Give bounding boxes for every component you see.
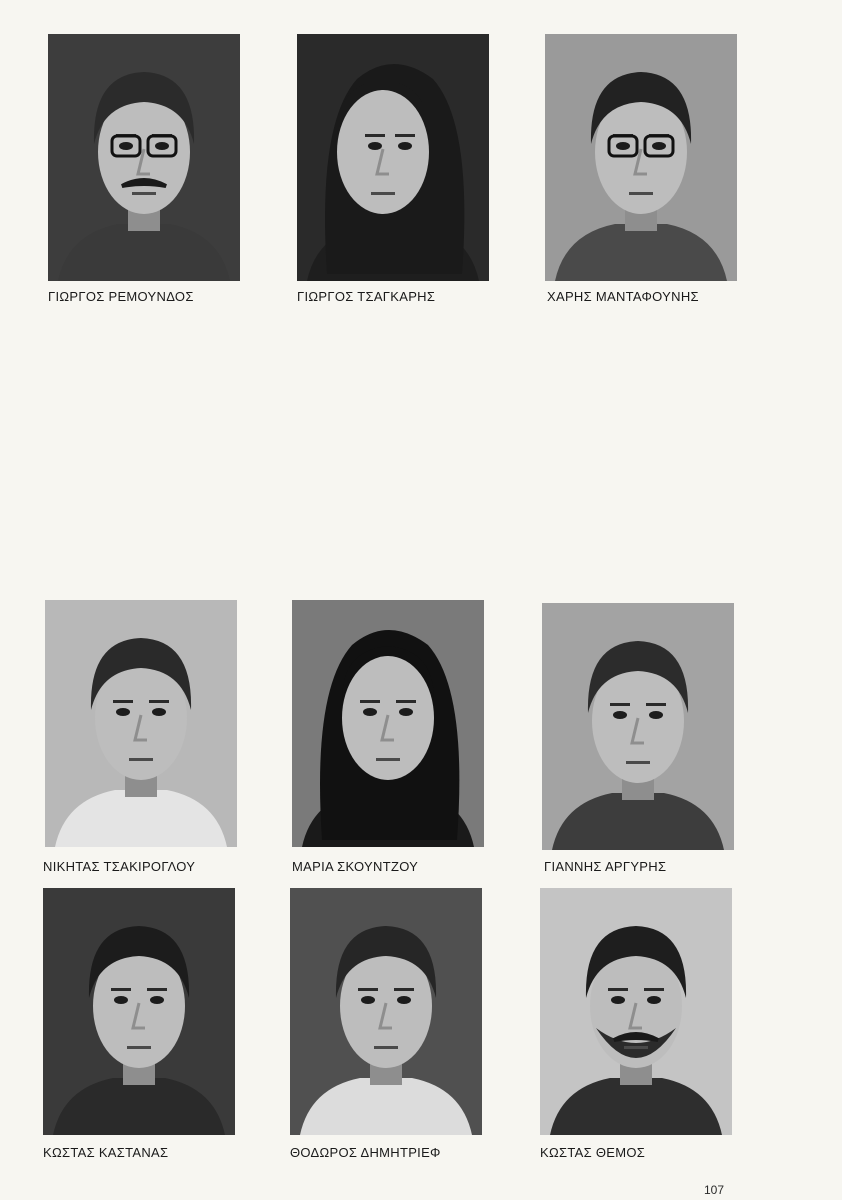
- portrait-photo-3: [545, 34, 737, 281]
- eyebrow-shape-1: [365, 134, 385, 137]
- eyebrow-shape-1: [360, 700, 380, 703]
- portrait-photo-6: [542, 603, 734, 850]
- mouth-shape: [371, 192, 395, 195]
- person-name-1: ΓΙΩΡΓΟΣ ΡΕΜΟΥΝΔΟΣ: [48, 289, 194, 304]
- man-portrait: [43, 888, 235, 1135]
- portrait-photo-9: [540, 888, 732, 1135]
- mouth-shape: [374, 1046, 398, 1049]
- eye-shape-1: [613, 711, 627, 719]
- man-profile-long-hair-portrait: [297, 34, 489, 281]
- eye-shape-1: [119, 142, 133, 150]
- mustache-shape: [122, 180, 166, 186]
- eye-shape-2: [397, 996, 411, 1004]
- man-portrait: [45, 600, 237, 847]
- eyebrow-shape-2: [149, 700, 169, 703]
- eyebrow-shape-1: [610, 703, 630, 706]
- page-number: 107: [704, 1183, 725, 1197]
- eye-shape-2: [399, 708, 413, 716]
- mouth-shape: [626, 761, 650, 764]
- eye-shape-1: [616, 142, 630, 150]
- eye-shape-1: [361, 996, 375, 1004]
- eye-shape-1: [114, 996, 128, 1004]
- portrait-photo-4: [45, 600, 237, 847]
- person-name-6: ΓΙΑΝΝΗΣ ΑΡΓΥΡΗΣ: [544, 859, 667, 874]
- eyebrow-shape-2: [646, 703, 666, 706]
- eyebrow-shape-2: [147, 988, 167, 991]
- eyebrow-shape-2: [396, 700, 416, 703]
- mouth-shape: [624, 1046, 648, 1049]
- eye-shape-1: [611, 996, 625, 1004]
- eyebrow-shape-2: [394, 988, 414, 991]
- person-name-7: ΚΩΣΤΑΣ ΚΑΣΤΑΝΑΣ: [43, 1145, 169, 1160]
- man-glasses-portrait: [545, 34, 737, 281]
- man-beard-portrait: [540, 888, 732, 1135]
- portrait-photo-8: [290, 888, 482, 1135]
- mouth-shape: [629, 192, 653, 195]
- eyebrow-shape-2: [644, 988, 664, 991]
- man-collared-shirt-portrait: [290, 888, 482, 1135]
- man-glasses-mustache-portrait: [48, 34, 240, 281]
- eyebrow-shape-1: [113, 700, 133, 703]
- eye-shape-2: [152, 708, 166, 716]
- eye-shape-2: [652, 142, 666, 150]
- man-patterned-shirt-portrait: [542, 603, 734, 850]
- mouth-shape: [376, 758, 400, 761]
- portrait-photo-1: [48, 34, 240, 281]
- eyebrow-shape-1: [358, 988, 378, 991]
- woman-long-hair-portrait: [292, 600, 484, 847]
- eye-shape-1: [368, 142, 382, 150]
- eye-shape-2: [647, 996, 661, 1004]
- mouth-shape: [127, 1046, 151, 1049]
- eye-shape-2: [155, 142, 169, 150]
- person-name-8: ΘΟΔΩΡΟΣ ΔΗΜΗΤΡΙΕΦ: [290, 1145, 441, 1160]
- person-name-9: ΚΩΣΤΑΣ ΘΕΜΟΣ: [540, 1145, 646, 1160]
- eyebrow-shape-2: [395, 134, 415, 137]
- person-name-4: ΝΙΚΗΤΑΣ ΤΣΑΚΙΡΟΓΛΟΥ: [43, 859, 196, 874]
- portrait-photo-5: [292, 600, 484, 847]
- mouth-shape: [132, 192, 156, 195]
- person-name-3: ΧΑΡΗΣ ΜΑΝΤΑΦΟΥΝΗΣ: [547, 289, 699, 304]
- person-name-2: ΓΙΩΡΓΟΣ ΤΣΑΓΚΑΡΗΣ: [297, 289, 436, 304]
- eye-shape-1: [116, 708, 130, 716]
- mouth-shape: [129, 758, 153, 761]
- eyebrow-shape-1: [111, 988, 131, 991]
- eye-shape-1: [363, 708, 377, 716]
- mustache-shape: [614, 1034, 658, 1040]
- person-name-5: ΜΑΡΙΑ ΣΚΟΥΝΤΖΟΥ: [292, 859, 419, 874]
- eyebrow-shape-1: [608, 988, 628, 991]
- eye-shape-2: [150, 996, 164, 1004]
- eye-shape-2: [649, 711, 663, 719]
- portrait-photo-2: [297, 34, 489, 281]
- portrait-photo-7: [43, 888, 235, 1135]
- eye-shape-2: [398, 142, 412, 150]
